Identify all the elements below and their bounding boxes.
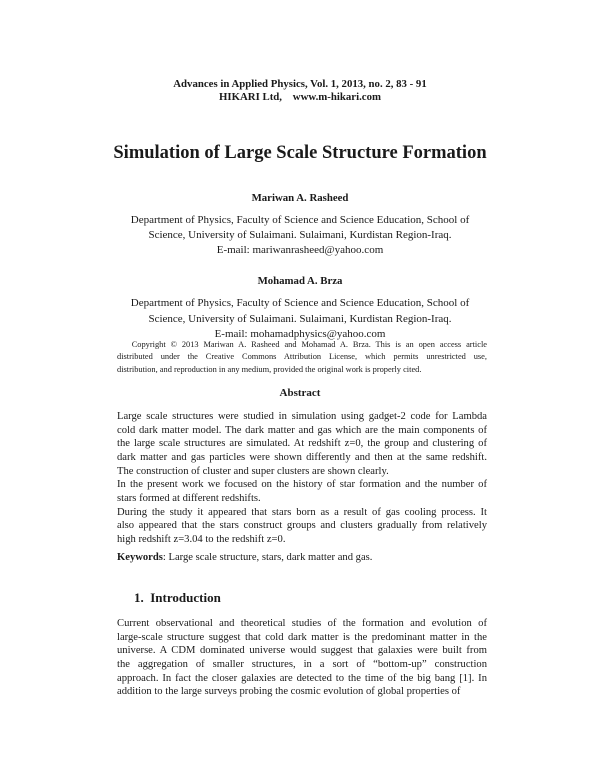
abstract-line: Large scale structures were studied in simulation using gadget-2 code for Lambda: [117, 411, 487, 422]
author-affiliation: Department of Physics, Faculty of Science and Science Education, School of: [130, 214, 470, 226]
intro-line: addition to the large surveys probing the cosmic evolution of global properties of: [117, 686, 461, 697]
journal-citation: Advances in Applied Physics, Vol. 1, 2013, no. 2, 83 - 91: [173, 78, 427, 90]
author-affiliation: Science, University of Sulaimani. Sulaimani, Kurdistan Region-Iraq.: [148, 313, 452, 325]
abstract-line: In the present work we focused on the history of star formation and the number of: [117, 479, 487, 490]
abstract-heading: Abstract: [279, 387, 321, 399]
intro-line: the aggregation of smaller structures, in a sort of “bottom-up” construction: [117, 659, 487, 670]
keywords: [117, 551, 487, 565]
copyright-line: distribution, and reproduction in any medium, provided the original work is properly cited.: [117, 365, 422, 374]
intro-line: large-scale structure suggest that cold dark matter is the predominant matter in the: [117, 632, 487, 643]
copyright-line: distributed under the Creative Commons Attribution License, which permits unrestricted use,: [117, 352, 487, 361]
publisher-line: HIKARI Ltd, www.m-hikari.com: [219, 91, 381, 103]
copyright-line: Copyright © 2013 Mariwan A. Rasheed and Mohamad A. Brza. This is an open access article: [117, 340, 487, 349]
author-affiliation: Department of Physics, Faculty of Science and Science Education, School of: [130, 297, 470, 309]
author-name: Mohamad A. Brza: [257, 275, 343, 287]
author-name: Mariwan A. Rasheed: [251, 192, 349, 204]
intro-line: universe. A CDM dominated universe would suggest that galaxies were built from: [117, 645, 487, 656]
introduction-heading: 1. Introduction: [134, 590, 221, 605]
intro-line: approach. In fact the closer galaxies are detected to the time of the big bang [1]. In: [117, 673, 487, 684]
keywords-text: : Large scale structure, stars, dark matter and gas.: [162, 552, 373, 563]
abstract-line: stars formed at different redshifts.: [117, 493, 261, 504]
abstract-line: also appeared that the stars construct groups and clusters gradually from relatively: [117, 520, 487, 531]
abstract-line: The construction of cluster and super clusters are shown clearly.: [117, 466, 389, 477]
keywords-label: Keywords: [117, 552, 163, 563]
abstract-line: cold dark matter model. The dark matter and gas which are the main components of: [117, 425, 487, 436]
paper-title: Simulation of Large Scale Structure Formation: [113, 143, 487, 163]
abstract-line: dark matter and gas particles were shown differently and then at the same redshift.: [117, 452, 487, 463]
author-email: E-mail: mohamadphysics@yahoo.com: [214, 328, 386, 340]
author-email: E-mail: mariwanrasheed@yahoo.com: [216, 244, 384, 256]
author-affiliation: Science, University of Sulaimani. Sulaimani, Kurdistan Region-Iraq.: [148, 229, 452, 241]
abstract-line: During the study it appeared that stars born as a result of gas cooling process. It: [117, 507, 487, 518]
intro-line: Current observational and theoretical studies of the formation and evolution of: [117, 618, 487, 629]
abstract-line: the large scale structures are simulated. At redshift z=0, the group and clustering of: [117, 438, 487, 449]
abstract-line: high redshift z=3.04 to the redshift z=0.: [117, 534, 286, 545]
